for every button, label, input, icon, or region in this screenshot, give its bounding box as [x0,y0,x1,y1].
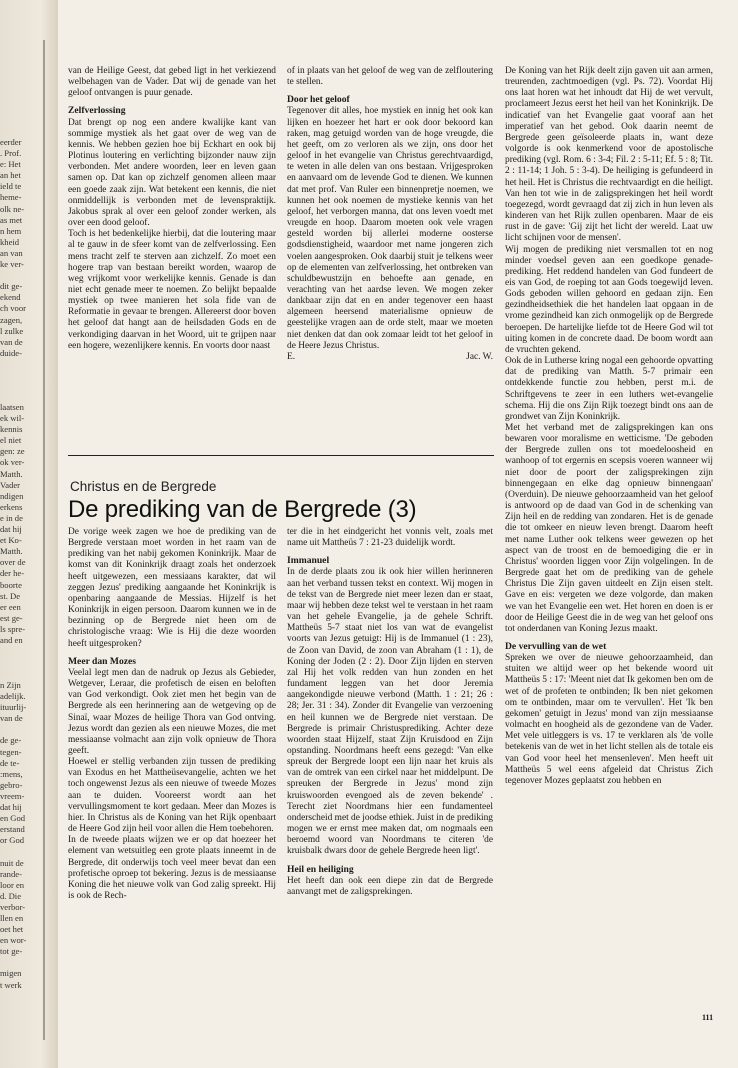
margin-fragments-top: eerder . Prof. e: Het an het ield te heme- olk ne- as met n hem kheid an van ke ver- dit ge- ekend ch voor zagen, l zulke van de duide- [0,137,27,358]
paragraph: De vorige week zagen we hoe de prediking van de Bergrede verstaan moet worden in het raam van de prediking van het nabij gekomen Koninkrijk. Maar de komst van dit Koninkrijk draagt zoals het onderzoek heeft uitgewezen, een messiaans karakter, dat wil zeggen Jezus' prediking aangaande het Koninkrijk is openbaring aangaande de Messias. Hijzelf is het Koninkrijk in eigen persoon. Daarom kunnen we in de bezinning op de Bergrede niet heen om de christologische vraag: Wie is Hij die deze woorden heeft uitgesproken? [68,527,276,649]
paragraph: Met het verband met de zaligsprekingen kan ons bewaren voor moralisme en wetticisme. 'De geboden der Bergrede zullen ons tot moedeloosheid en wanhoop of tot ergernis en scepsis voeren wanneer wij niet door de poort der zaligsprekingen zijn binnengegaan en elke dag opnieuw binnengaan' (Overduin). De nieuwe gehoorzaamheid van het geloof is antwoord op de daad van God in de schenking van Zijn heil en de redding van zondaren. Het is de genade die tot omkeer en nieuw leven brengt. Daarom heeft met name Luther ook telkens weer gewezen op het aspect van de troost en de bemoediging die er in Christus' woorden liggen voor Zijn volgelingen. In de Bergrede gaat het om de prediking van de gehele Christus Die Zijn gaven uitdeelt en Zijn eisen stelt. Gave en eis: vergeten we deze volgorde, dan maken we van het Evangelie een wet. Het horen en doen is er door de Heilige Geest die in de weg van het geloof ons tot onderdanen van Koning Jezus maakt. [505,423,713,634]
column-3 [505,66,713,1011]
signature-author: Jac. W. [466,351,493,362]
column-2-top [287,66,493,446]
paragraph: Ook de in Lutherse kring nogal een gehoorde opvatting dat de prediking van Matth. 5-7 primair een ontdekkende functie zou hebben, perst m.i. de Schriftgevens te zeer in een luthers wet-evangelie schema. Hij die ons Zijn Rijk toezegt bindt ons aan de grondwet van Zijn Koninkrijk. [505,356,713,422]
paragraph: In de tweede plaats wijzen we er op dat hoezeer het element van wetsuitleg een grote plaats inneemt in de Bergrede, dit onderwijs toch veel meer bevat dan een profetische oproep tot bekering. Jezus is de messiaanse Koning die het nieuwe volk van God zalig spreekt. Hij is ook de Rech- [68,835,276,901]
column-2-bottom [287,527,493,1014]
subheading-immanuel: Immanuel [287,555,330,567]
paragraph: Wij mogen de prediking niet versmallen tot en nog minder voedsel geven aan een goedkope genade-prediking. Het reddend handelen van God fundeert de eis van God, de roeping tot aan Gods toegewijd leven. Gods geboden willen gehoord en gedaan zijn. Een gezindheidsethiek die het handelen laat opgaan in de vrome gezindheid kan zich onmogelijk op de Bergrede beroepen. De hartelijke liefde tot de Heere God wil tot uiting komen in de concrete daad. De boom wordt aan de vruchten gekend. [505,244,713,355]
column-1-bottom [68,527,276,1014]
paragraph: Toch is het bedenkelijke hierbij, dat die loutering maar al te gauw in de sfeer komt van de zelfverlossing. Een mens tracht zelf te sterven aan zichzelf. Zo moet een hogere trap van bestaan bereikt worden, waarop de weg vrijkomt voor werkelijke kennis. Genade is dan niet echt genade meer te noemen. Zo belijkt bepaalde mystiek op twee manieren het sola fide van de Reformatie in gevaar te brengen. Allereerst door boven het geloof dat hangt aan de heilsdaden Gods en de verkondiging daarvan in het Woord, uit te grijpen naar een hogere, wezenlijkere kennis. En voorts door naast [68,229,276,351]
paragraph: of in plaats van het geloof de weg van de zelfloutering te stellen. [287,66,493,88]
margin-fragments-bottom: n Zijn adelijk. ituurlij- van de de ge- tegen- de te- :mens, gebro- vreem- dat hij en God erstand or God nuit de rande- loor en d. Die verbor- llen en oet het en wor- tot ge- migen t werk [0,680,27,990]
paragraph: In de derde plaats zou ik ook hier willen herinneren aan het verband tussen tekst en context. Wij mogen in de tekst van de Bergrede niet meer lezen dan er staat, maar wij hebben deze tekst wel te verstaan in het raam van het gehele Evangelie, ja de gehele Schrift. Mattheüs 5-7 staat niet los van wat de evangelist voorts van Jezus getuigt: Hij is de Immanuel (1 : 23), de Zoon van David, de zoon van Abraham (1 : 1), de Koning der Joden (2 : 2). Door Zijn lijden en sterven zal Hij het volk redden van hun zonden en het fundament leggen van het door Jeremia aangekondigde nieuwe verbond (Matth. 1 : 21; 26 : 28; Jer. 31 : 34). Zonder dit Evangelie van verzoening en heil kunnen we de Bergrede niet verstaan. De Bergrede is primair Christusprediking. Achter deze woorden staat Hijzelf, staat Zijn Kruisdood en Zijn opstanding. Noordmans heeft eens gezegd: 'Van elke spreuk der Bergrede loopt een lijn naar het kruis als van de omtrek van een cirkel naar het middelpunt. De spreuken der Bergrede in Jezus' mond zijn kruiswoorden evengoed als de zeven bekende' . Terecht ziet Noordmans hier een fundamenteel onderscheid met de joodse ethiek. Juist in de prediking mogen we er ernst mee maken dat, om nogmaals een beroemd woord van Noordmans te citeren 'de kruisbalk dwars door de gehele Bergrede heen ligt'. [287,567,493,857]
subheading-vervulling-van-de-wet: De vervulling van de wet [505,640,607,652]
article-title: De prediking van de Bergrede (3) [68,496,417,523]
paragraph: Spreken we over de nieuwe gehoorzaamheid, dan stuiten we altijd weer op het bekende woord uit Mattheüs 5 : 17: 'Meent niet dat Ik gekomen ben om de wet of de profeten te ontbinden; Ik ben niet gekomen om te ontbinden, maar om te vervullen'. Het 'Ik ben gekomen' getuigt in Jezus' mond van zijn messiaanse volmacht en hoogheid als de gezondene van de Vader. Met vele uitleggers is vs. 17 te verklaren als 'de volle betekenis van de wet in het licht stellen als de totale eis van God voor heel het mensenleven'. Men heeft uit Mattheüs 5 wel eens afgeleid dat Christus Zich tegenover Mozes geplaatst zou hebben en [505,653,713,786]
page-number: 111 [702,1013,714,1022]
paragraph: ter die in het eindgericht het vonnis velt, zoals met name uit Mattheüs 7 : 21-23 duidelijk wordt. [287,527,493,549]
article-kicker: Christus en de Bergrede [70,479,217,494]
paragraph: Het heeft dan ook een diepe zin dat de Bergrede aanvangt met de zaligsprekingen. [287,875,493,897]
paragraph: Veelal legt men dan de nadruk op Jezus als Gebieder, Wetgever, Leraar, die profetisch de eisen en beloften van God verkondigt. Ook ziet men het begin van de Bergrede als een herinnering aan de wetgeving op de Sinaï, waar Mozes de heilige Thora van God ontving. Jezus wordt dan gezien als een nieuwe Mozes, die met messiaanse volmacht aan zijn volk opnieuw de Thora geeft. [68,667,276,756]
signature-left: E. [287,351,296,362]
subheading-door-het-geloof: Door het geloof [287,94,350,106]
subheading-zelfverlossing: Zelfverlossing [68,105,126,117]
section-divider [68,455,494,456]
paragraph: Dat brengt op nog een andere kwalijke kant van sommige mystiek als het gaat over de weg van de kennis. We hebben gezien hoe bij Eckhart en ook bij Plotinus loutering en verlichting bijzonder nauw zijn verbonden. Met andere woorden, leer en leven gaan samen op. Dat kan op zichzelf genomen alleen maar een goede zaak zijn. Wat betekent een kennis, die niet onmiddellijk is verbonden met de levenspraktijk. Jakobus sprak al over een geloof zonder werken, als over een dood geloof. [68,117,276,229]
column-1-top [68,66,276,442]
paragraph: Hoewel er stellig verbanden zijn tussen de prediking van Exodus en het Mattheüsevangelie, achten we het toch ongewenst Jezus als een nieuwe of tweede Mozes aan te duiden. Vooreerst wordt aan het vervullingsmoment te kort gedaan. Meer dan Mozes is hier. In Christus als de Koning van het Rijk openbaart de Heere God zijn heil voor allen die Hem toebehoren. [68,757,276,835]
paragraph: Tegenover dit alles, hoe mystiek en innig het ook kan lijken en hoezeer het hart er ook door bekoord kan raken, mag getuigd worden van de hoge vreugde, die het geeft, om zo verloren als we zijn, ons door het geloof in het evangelie van Christus gerechtvaardigd, te weten in alle delen van ons bestaan. Vrijgesproken en aanvaard om de levende God te dienen. We kunnen dat met prof. Van Ruler een binnenpretje noemen, we kunnen het ook noemen de mystieke kennis van het geloof, het verborgen manna, dat ons leven voedt met vreugde en hoop. Daarom moeten ook vele vragen gesteld worden bij allerlei moderne oosterse godsdienstigheid, waardoor met name jongeren zich voelen aangesproken. Ook daarbij stuit je telkens weer op de elementen van zelfverlossing, het ontbreken van schuldbewustzijn en behoefte aan genade, en verachting van het aardse leven. We mogen zeker dankbaar zijn dat en en ander tegenover een haast algemeen heersend materialisme opnieuw de geestelijke vragen aan de orde stelt, maar we moeten niet denken dat dan ook zomaar leidt tot het geloof in de Heere Jezus Christus. [287,106,493,351]
margin-fragments-middle: laatsen ek wil- kennis el niet gen: ze ok ver- Matth. Vader ndigen erkens e in de dat hij et Ko- Matth. over de der he- boorte st. De er een est ge- ls spre- and en [0,402,26,645]
author-signature [287,352,493,363]
paragraph: van de Heilige Geest, dat gebed ligt in het verkiezend welbehagen van de Vader. Dat wij de genade van het geloof ontvangen is puur genade. [68,66,276,99]
paragraph: De Koning van het Rijk deelt zijn gaven uit aan armen, treurenden, zachtmoedigen (vgl. Ps. 72). Voordat Hij ons laat horen wat het inhoudt dat Hij de wet vervult, proclameert Jezus eerst het heil van het Koninkrijk. De indicatief van het Evangelie gaat vooraf aan het imperatief van het gebod. Ook daarin neemt de Bergrede geen geïsoleerde plaats in, want deze volgorde is ook kenmerkend voor de apostolische prediking (vgl. Rom. 6 : 3-4; Fil. 2 : 5-11; Ef. 5 : 8; Tit. 2 : 11-14; 1 Joh. 5 : 3-4). De heiliging is gefundeerd in het heil. Het is Christus die rechtvaardigt en die heiligt. Van hen tot wie in de zaligsprekingen het heil wordt toegezegd, wordt gevraagd dat zij zich in hun leven als kinderen van het Rijk zullen openbaren. Maar de eis rust in de gave: 'Gij zijt het licht der wereld. Laat uw licht schijnen voor de mensen'. [505,66,713,244]
subheading-meer-dan-mozes: Meer dan Mozes [68,655,137,667]
subheading-heil-en-heiliging: Heil en heiliging [287,863,354,875]
